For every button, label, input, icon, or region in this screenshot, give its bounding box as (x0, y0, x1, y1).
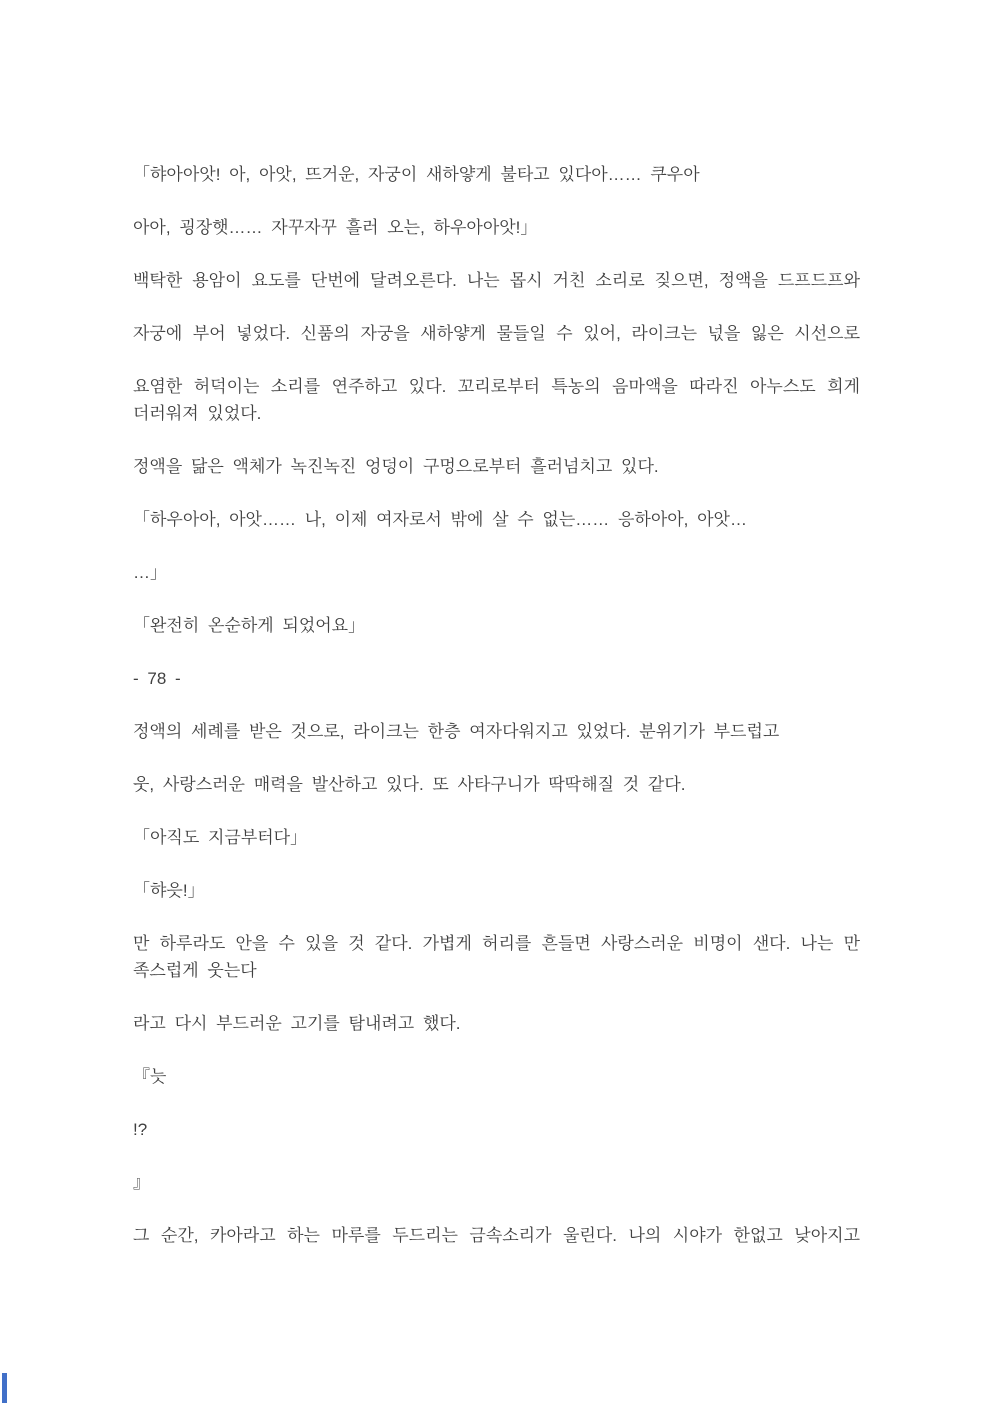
paragraph (133, 559, 860, 586)
text-line: 더러워져 있었다. (133, 404, 262, 423)
text-line: 백탁한 용암이 요도를 단번에 달려오른다. 나는 몹시 거친 소리로 짖으면, 정액을 드프드프와 (133, 271, 860, 290)
text-line: 그 순간, 카아라고 하는 마루를 두드리는 금속소리가 울린다. 나의 시야가 한없고 낮아지고 (133, 1226, 860, 1245)
paragraph (133, 214, 860, 241)
page-number (133, 665, 860, 692)
text-line: 「아직도 지금부터다」 (133, 828, 308, 847)
text-line: 「하우아아, 아앗…… 나, 이제 여자로서 밖에 살 수 없는…… 응하아아, 아앗… (133, 510, 747, 529)
text-line: 「완전히 온순하게 되었어요」 (133, 616, 366, 635)
paragraph (133, 161, 860, 188)
text-line: 라고 다시 부드러운 고기를 탐내려고 했다. (133, 1014, 461, 1033)
paragraph (133, 267, 860, 294)
text-line: 아아, 굉장햇…… 자꾸자꾸 흘러 오는, 하우아아앗!」 (133, 218, 538, 237)
text-line: 웃, 사랑스러운 매력을 발산하고 있다. 또 사타구니가 딱딱해질 것 같다. (133, 775, 686, 794)
text-line: 『늣 (133, 1067, 167, 1086)
text-line: 자궁에 부어 넣었다. 신품의 자궁을 새하얗게 물들일 수 있어, 라이크는 넋을 잃은 시선으로 (133, 324, 860, 343)
paragraph (133, 824, 860, 851)
paragraph (133, 506, 860, 533)
text-line: 정액을 닮은 액체가 녹진녹진 엉덩이 구멍으로부터 흘러넘치고 있다. (133, 457, 659, 476)
left-edge-scroll-marker (2, 1373, 7, 1403)
paragraph (133, 718, 860, 745)
paragraph (133, 320, 860, 347)
paragraph (133, 771, 860, 798)
text-line: 「햐읏!」 (133, 881, 205, 900)
text-line: - 78 - (133, 669, 181, 688)
text-line: 「햐아아앗! 아, 아앗, 뜨거운, 자궁이 새하얗게 불타고 있다아…… 쿠우아 (133, 165, 700, 184)
paragraph (133, 1010, 860, 1037)
paragraph (133, 877, 860, 904)
text-line: 』 (133, 1173, 150, 1192)
paragraph (133, 1063, 860, 1090)
paragraph (133, 1169, 860, 1196)
paragraph (133, 930, 860, 984)
paragraph (133, 612, 860, 639)
paragraph (133, 1222, 860, 1249)
text-line: 정액의 세례를 받은 것으로, 라이크는 한층 여자다워지고 있었다. 분위기가 부드럽고 (133, 722, 780, 741)
text-line: 요염한 허덕이는 소리를 연주하고 있다. 꼬리로부터 특농의 음마액을 따라진 아누스도 희게 (133, 377, 860, 396)
paragraph (133, 1116, 860, 1143)
paragraph (133, 373, 860, 427)
text-line: …」 (133, 563, 167, 582)
text-line: 만 하루라도 안을 수 있을 것 같다. 가볍게 허리를 흔들면 사랑스러운 비명이 샌다. 나는 만 (133, 934, 860, 953)
paragraph (133, 453, 860, 480)
text-line: 족스럽게 웃는다 (133, 961, 257, 980)
text-line: !? (133, 1120, 148, 1139)
